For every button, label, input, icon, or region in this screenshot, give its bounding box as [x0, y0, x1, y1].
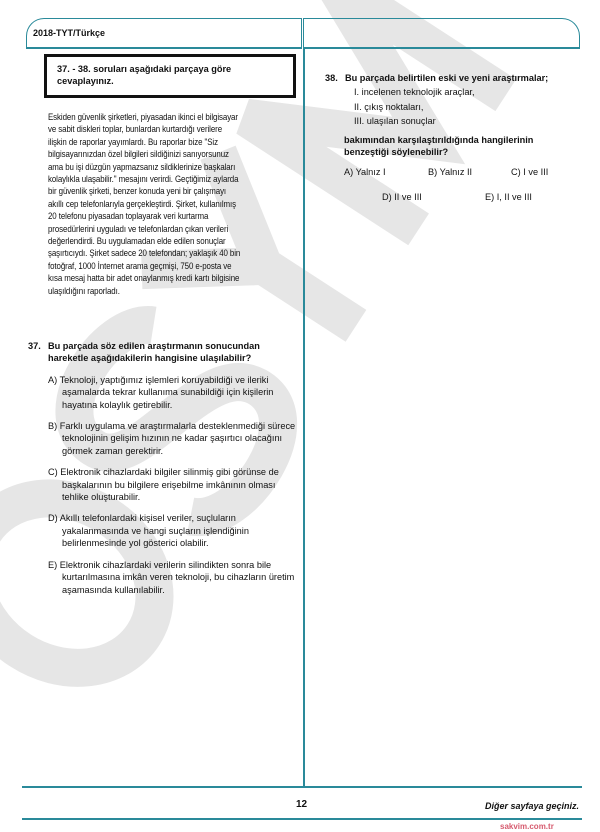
q37-option-e[interactable]: E) Elektronik cihazlardaki verilerin silindikten sonra bile kurtarılmasına imkân veren teknoloji, bu cihazların üretim aşamasında kullanılabilir. — [48, 559, 295, 595]
q38-option-e[interactable]: E) I, II ve III — [485, 191, 532, 202]
passage-line: değerlendirdi. Bu uygulamadan elde edilen sonuçlar — [48, 236, 226, 247]
q38-item-3: III. ulaşılan sonuçlar — [354, 116, 436, 127]
passage-line: Eskiden güvenlik şirketleri, piyasadan ikinci el bilgisayar — [48, 112, 238, 122]
instruction-text: 37. - 38. soruları aşağıdaki parçaya göre cevaplayınız. — [57, 64, 232, 87]
header-right — [303, 18, 580, 49]
page-number: 12 — [296, 799, 308, 810]
q38-option-a[interactable]: A) Yalnız I — [344, 167, 386, 178]
q37-option-b[interactable]: B) Farklı uygulama ve araştırmalarla desteklenmediği sürece teknolojinin gelişim hızının ne kadar şaşırtıcı olacağını görmek zaman gerektirir. — [48, 421, 296, 456]
passage-line: akıllı cep telefonlarıyla gerçekleştirdi. Şirket, kullanılmış — [48, 198, 236, 209]
passage-line: kısa mesaj hatta bir adet onaylanmış kredi kartı bilgisine — [48, 273, 240, 284]
passage-line: bilgisayarınızdan özel bilgileri sildiğinizi sanıyorsunuz — [48, 149, 229, 160]
passage-line: ama bu işi düzgün yapmazsanız sildiklerinize başkaları — [48, 161, 236, 172]
footer-line — [22, 786, 582, 788]
next-page-note: Diğer sayfaya geçiniz. — [485, 801, 580, 811]
header-left — [26, 18, 302, 49]
question-number: 37. — [28, 341, 41, 351]
column-divider — [303, 49, 305, 787]
footer-line-bottom — [22, 818, 582, 820]
q37-option-d[interactable]: D) Akıllı telefonlardaki kişisel veriler, suçluların yakalanmasında ve hangi suçların işlendiğinin belirlenmesinde yol gösterici olabilir. — [48, 513, 249, 549]
question-37 — [28, 340, 300, 596]
passage-line: 20 telefonu piyasadan toplayarak veri kurtarma — [48, 211, 209, 222]
passage-line: bir güvenlik şirketi, benzer konuda yeni bir çalışmayı — [48, 186, 227, 197]
passage-line: ilişkin de raporlar yayımlardı. Bu raporlar bize "Siz — [48, 136, 218, 147]
instruction-box — [44, 54, 296, 98]
question-37-stem — [28, 340, 300, 365]
passage-line: fotoğraf, 1000 İnternet arama geçmişi, 750 e-posta ve — [48, 260, 232, 271]
q38-item-2: II. çıkış noktaları, — [354, 101, 424, 112]
question-number: 38. — [325, 73, 338, 83]
header-title: 2018-TYT/Türkçe — [33, 28, 106, 38]
site-watermark: sakvim.com.tr — [500, 822, 554, 831]
q38-option-c[interactable]: C) I ve III — [511, 167, 549, 178]
passage-line: ve sabit diskleri toplar, bunlardan kurtardığı verilere — [48, 124, 223, 135]
q37-option-c[interactable]: C) Elektronik cihazlardaki bilgiler silinmiş gibi görünse de başkalarının bu bilgilere erişebilme imkânının olması tehlike oluşturabilir. — [48, 467, 279, 503]
q38-stem-continued: bakımından karşılaştırıldığında hangilerinin benzeştiği söylenebilir? — [344, 134, 534, 158]
question-38 — [325, 72, 590, 203]
q38-option-d[interactable]: D) II ve III — [382, 191, 422, 202]
q37-option-a[interactable]: A) Teknoloji, yaptığımız işlemleri koruyabildiği ve ileriki aşamalarda tekrar kullanıma sunabildiği için kişilerin hayatına kolaylık getirebilir. — [48, 374, 274, 410]
passage-line: prosedürlerini uyguladı ve telefonlardan çıkan verileri — [48, 223, 229, 234]
q38-option-b[interactable]: B) Yalnız II — [428, 167, 473, 178]
passage-line: şaşırtıcıydı. Şirket sadece 20 telefondan; yaklaşık 40 bin — [48, 248, 241, 259]
question-text: Bu parçada söz edilen araştırmanın sonucundan hareketle aşağıdakilerin hangisine ulaşılabilir? — [48, 341, 260, 364]
passage — [48, 111, 298, 297]
passage-line: kolaylıkla ulaşabilir." mesajını verirdi. Geçtiğimiz aylarda — [48, 174, 239, 185]
question-38-stem — [325, 72, 590, 84]
passage-line: ulaşıldığını raporladı. — [48, 285, 120, 296]
q38-item-1: I. incelenen teknolojik araçlar, — [354, 87, 475, 98]
question-text: Bu parçada belirtilen eski ve yeni araştırmalar; — [345, 73, 549, 83]
